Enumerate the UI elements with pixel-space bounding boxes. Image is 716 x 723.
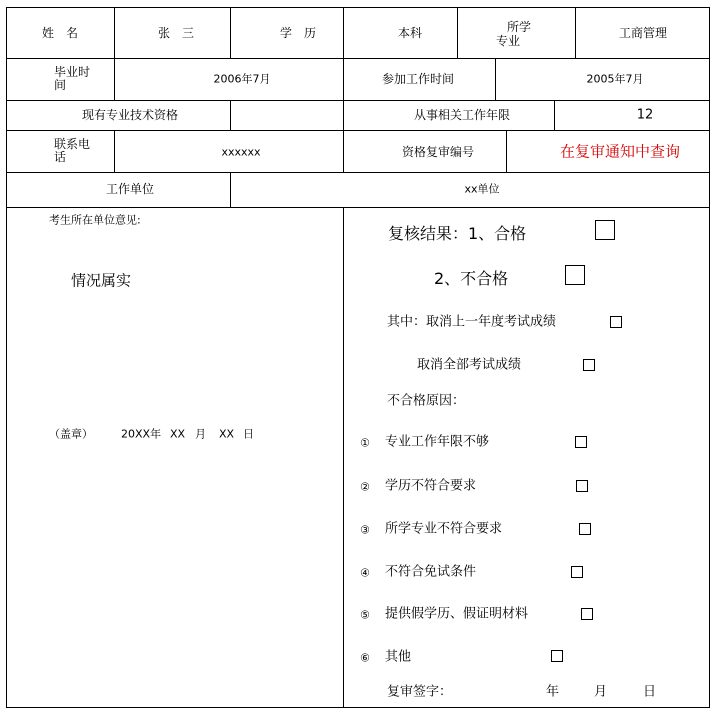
reason-number: ③	[360, 523, 370, 537]
among-label: 其中：取消上一年度考试成绩	[387, 314, 557, 330]
col-divider	[230, 100, 231, 131]
reason-text: 其他	[385, 649, 412, 665]
graduation-value: 2006年7月	[213, 72, 271, 86]
cancel-all-checkbox[interactable]	[583, 359, 595, 371]
row-divider	[6, 100, 710, 101]
reason-text: 学历不符合要求	[385, 478, 477, 494]
name-label: 姓 名	[41, 26, 79, 40]
phone-label-top: 联系电	[54, 137, 91, 151]
fail-checkbox[interactable]	[565, 265, 585, 285]
signature-day-label: 日	[643, 684, 657, 700]
col-divider	[114, 7, 115, 59]
major-value: 工商管理	[618, 26, 668, 40]
reason-number: ①	[360, 436, 370, 450]
col-divider	[343, 7, 344, 59]
seal-label: （盖章）	[49, 427, 93, 441]
work-start-label: 参加工作时间	[381, 72, 455, 86]
col-divider	[506, 130, 507, 173]
signature-label: 复审签字：	[387, 684, 453, 700]
employer-label: 工作单位	[105, 182, 155, 196]
reason-number: ②	[360, 480, 370, 494]
review-number-value: 在复审通知中查询	[559, 142, 681, 161]
review-number-label: 资格复审编号	[401, 145, 475, 159]
reason-text: 提供假学历、假证明材料	[385, 606, 529, 622]
phone-label-bottom: 话	[54, 150, 67, 164]
signature-month-label: 月	[594, 684, 608, 700]
col-divider	[575, 7, 576, 59]
reason-checkbox[interactable]	[579, 523, 591, 535]
reason-checkbox[interactable]	[571, 566, 583, 578]
reason-number: ⑥	[360, 651, 370, 665]
major-label-bottom: 专业	[496, 34, 521, 48]
years-label: 从事相关工作年限	[413, 108, 511, 122]
row-divider	[6, 172, 710, 173]
border-right	[709, 7, 710, 708]
col-divider	[495, 58, 496, 101]
graduation-label	[54, 66, 90, 92]
major-label	[496, 20, 531, 48]
col-divider	[230, 172, 231, 208]
fail-label: 2、不合格	[434, 269, 509, 288]
reason-number: ④	[360, 566, 370, 580]
reason-checkbox[interactable]	[581, 608, 593, 620]
col-divider	[457, 7, 458, 59]
reason-label: 不合格原因：	[387, 393, 466, 409]
reason-checkbox[interactable]	[575, 436, 587, 448]
col-divider	[554, 100, 555, 131]
reason-checkbox[interactable]	[576, 480, 588, 492]
col-divider	[114, 58, 115, 101]
row-divider	[6, 207, 710, 208]
reason-checkbox[interactable]	[551, 650, 563, 662]
row-divider	[6, 58, 710, 59]
graduation-label-top: 毕业时	[54, 65, 91, 79]
education-value: 本科	[397, 26, 423, 40]
review-form	[6, 7, 710, 708]
col-divider	[230, 7, 231, 59]
years-value: 12	[636, 107, 654, 123]
reason-text: 所学专业不符合要求	[385, 521, 503, 537]
border-top	[6, 7, 710, 8]
education-label: 学 历	[279, 26, 317, 40]
cancel-all-label: 取消全部考试成绩	[417, 357, 522, 373]
reason-text: 专业工作年限不够	[385, 434, 490, 450]
col-divider	[343, 100, 344, 131]
graduation-label-bottom: 间	[54, 78, 67, 92]
seal-year: 20XX年	[121, 427, 162, 441]
phone-value: xxxxxx	[221, 145, 261, 159]
opinion-label: 考生所在单位意见:	[49, 213, 141, 227]
row-divider	[6, 130, 710, 131]
result-label: 复核结果：1、合格	[388, 224, 527, 243]
seal-day-value: XX	[219, 427, 235, 441]
seal-month-value: XX	[170, 427, 186, 441]
work-start-value: 2005年7月	[586, 72, 644, 86]
opinion-value: 情况属实	[71, 271, 132, 290]
seal-month-label: 月	[195, 427, 206, 441]
seal-day-label: 日	[243, 427, 254, 441]
col-divider	[343, 130, 344, 173]
col-divider	[114, 130, 115, 173]
name-value: 张 三	[157, 26, 195, 40]
border-bottom	[6, 707, 710, 708]
cancel-last-year-checkbox[interactable]	[610, 316, 622, 328]
signature-year-label: 年	[546, 684, 560, 700]
employer-value: xx单位	[464, 182, 500, 196]
col-divider	[343, 58, 344, 101]
major-label-top: 所学	[507, 20, 532, 34]
phone-label	[54, 138, 90, 164]
col-divider	[343, 207, 344, 708]
qualification-label: 现有专业技术资格	[81, 108, 179, 122]
pass-checkbox[interactable]	[595, 220, 615, 240]
border-left	[6, 7, 7, 708]
reason-number: ⑤	[360, 608, 370, 622]
reason-text: 不符合免试条件	[385, 564, 477, 580]
